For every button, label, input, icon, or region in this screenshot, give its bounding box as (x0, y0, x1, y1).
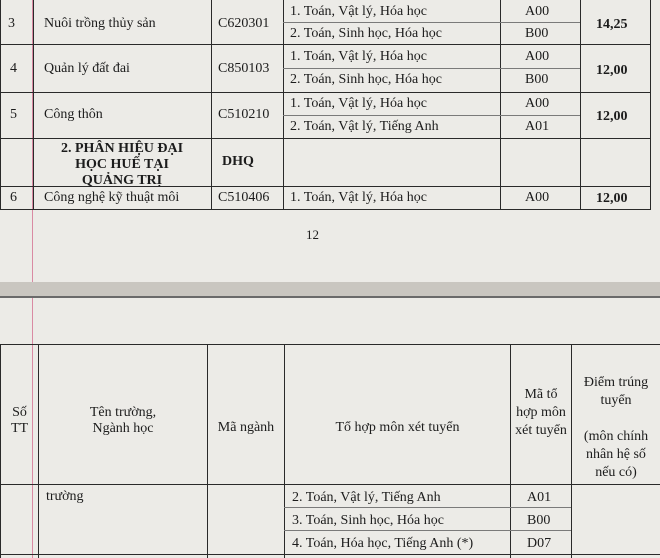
row-to-hop: 1. Toán, Vật lý, Hóa học (290, 190, 427, 205)
row-ma: C850103 (218, 61, 270, 76)
row-stt: 4 (10, 61, 17, 76)
section-title: 2. PHÂN HIỆU ĐẠI (60, 141, 184, 156)
header-diem: (môn chính (583, 429, 649, 444)
header-so-tt: TT (10, 421, 29, 436)
row-ma-to-hop: A01 (525, 119, 550, 134)
header-ten-truong: Tên trường, (89, 405, 157, 420)
row-nganh: Quản lý đất đai (44, 61, 130, 76)
header-so-tt: Số (12, 405, 27, 420)
row-to-hop: 2. Toán, Vật lý, Tiếng Anh (292, 490, 441, 505)
header-ma-to-hop: xét tuyển (515, 423, 567, 438)
row-to-hop: 1. Toán, Vật lý, Hóa học (290, 96, 427, 111)
header-diem: tuyển (600, 393, 632, 408)
header-diem: nếu có) (595, 465, 637, 480)
row-stt: 6 (10, 190, 17, 205)
header-ten-truong: Ngành học (92, 421, 154, 436)
row-nganh: trường (46, 489, 84, 504)
row-to-hop: 2. Toán, Sinh học, Hóa học (290, 26, 442, 41)
row-diem: 14,25 (596, 17, 628, 32)
header-diem: Điểm trúng (583, 375, 649, 390)
row-to-hop: 2. Toán, Vật lý, Tiếng Anh (290, 119, 439, 134)
row-stt: 5 (10, 107, 17, 122)
page-number: 12 (306, 227, 319, 242)
section-title: HỌC HUẾ TẠI (75, 157, 169, 172)
row-stt: 3 (8, 16, 15, 31)
row-to-hop: 4. Toán, Hóa học, Tiếng Anh (*) (292, 536, 474, 551)
row-ma: C510406 (218, 190, 270, 205)
section-code: DHQ (222, 154, 254, 169)
row-ma-to-hop: A00 (525, 49, 550, 64)
row-ma-to-hop: A00 (525, 96, 550, 111)
row-ma-to-hop: B00 (527, 513, 551, 528)
table-border (0, 0, 1, 210)
document-page-13 (0, 298, 660, 558)
row-to-hop: 3. Toán, Sinh học, Hóa học (292, 513, 444, 528)
row-diem: 12,00 (596, 109, 628, 124)
row-diem: 12,00 (596, 63, 628, 78)
row-ma: C620301 (218, 16, 270, 31)
section-title: QUẢNG TRỊ (81, 173, 163, 186)
row-ma-to-hop: A00 (525, 4, 550, 19)
row-ma-to-hop: A01 (527, 490, 552, 505)
row-nganh: Công thôn (44, 107, 103, 122)
row-nganh: Nuôi trồng thủy sản (44, 16, 156, 31)
row-ma-to-hop: D07 (527, 536, 552, 551)
header-ma-to-hop: Mã tổ (524, 387, 558, 402)
row-ma-to-hop: B00 (525, 72, 549, 87)
row-diem: 12,00 (596, 191, 628, 206)
header-diem: nhân hệ số (586, 447, 646, 462)
header-to-hop: Tổ hợp môn xét tuyển (335, 420, 460, 435)
row-to-hop: 1. Toán, Vật lý, Hóa học (290, 49, 427, 64)
row-nganh: Công nghệ kỹ thuật môi (44, 190, 180, 205)
row-to-hop: 1. Toán, Vật lý, Hóa học (290, 4, 427, 19)
row-to-hop: 2. Toán, Sinh học, Hóa học (290, 72, 442, 87)
row-ma-to-hop: B00 (525, 26, 549, 41)
row-ma: C510210 (218, 107, 270, 122)
header-ma-nganh: Mã ngành (217, 420, 275, 435)
row-ma-to-hop: A00 (525, 190, 550, 205)
header-ma-to-hop: hợp môn (516, 405, 566, 420)
page-edge (0, 296, 660, 298)
